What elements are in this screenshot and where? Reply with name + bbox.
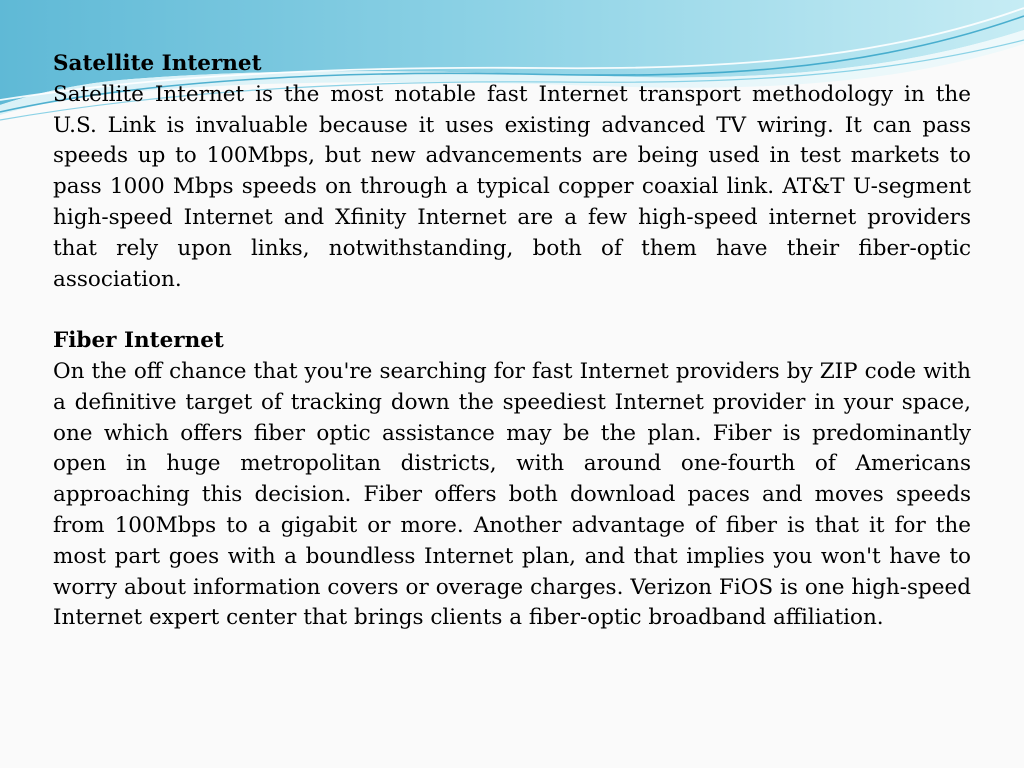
fiber-internet-paragraph: On the off chance that you're searching for fast Internet providers by ZIP code with a definitive target of tracking down the speediest Internet provider in your space, one which offers fiber optic assistance may be the plan. Fiber is predominantly open in huge metropolitan districts, with around one-fourth of Americans approaching this decision. Fiber offers both download paces and moves speeds from 100Mbps to a gigabit or more. Another advantage of fiber is that it for the most part goes with a boundless Internet plan, and that implies you won't have to worry about information covers or overage charges. Verizon FiOS is one high-speed Internet expert center that brings clients a fiber-optic broadband affiliation. <box>53 358 971 631</box>
satellite-internet-heading: Satellite Internet <box>53 51 262 76</box>
main-content <box>53 49 971 634</box>
section-spacer <box>53 295 971 326</box>
fiber-internet-heading: Fiber Internet <box>53 328 224 354</box>
satellite-internet-paragraph: Satellite Internet is the most notable fast Internet transport methodology in the U.S. Link is invaluable because it uses existing advanced TV wiring. It can pass speeds up to 100Mbps, but new advancements are being used in test markets to pass 1000 Mbps speeds on through a typical copper coaxial link. AT&T U-segment high-speed Internet and Xfinity Internet are a few high-speed internet providers that rely upon links, notwithstanding, both of them have their fiber-optic association. <box>53 81 971 292</box>
